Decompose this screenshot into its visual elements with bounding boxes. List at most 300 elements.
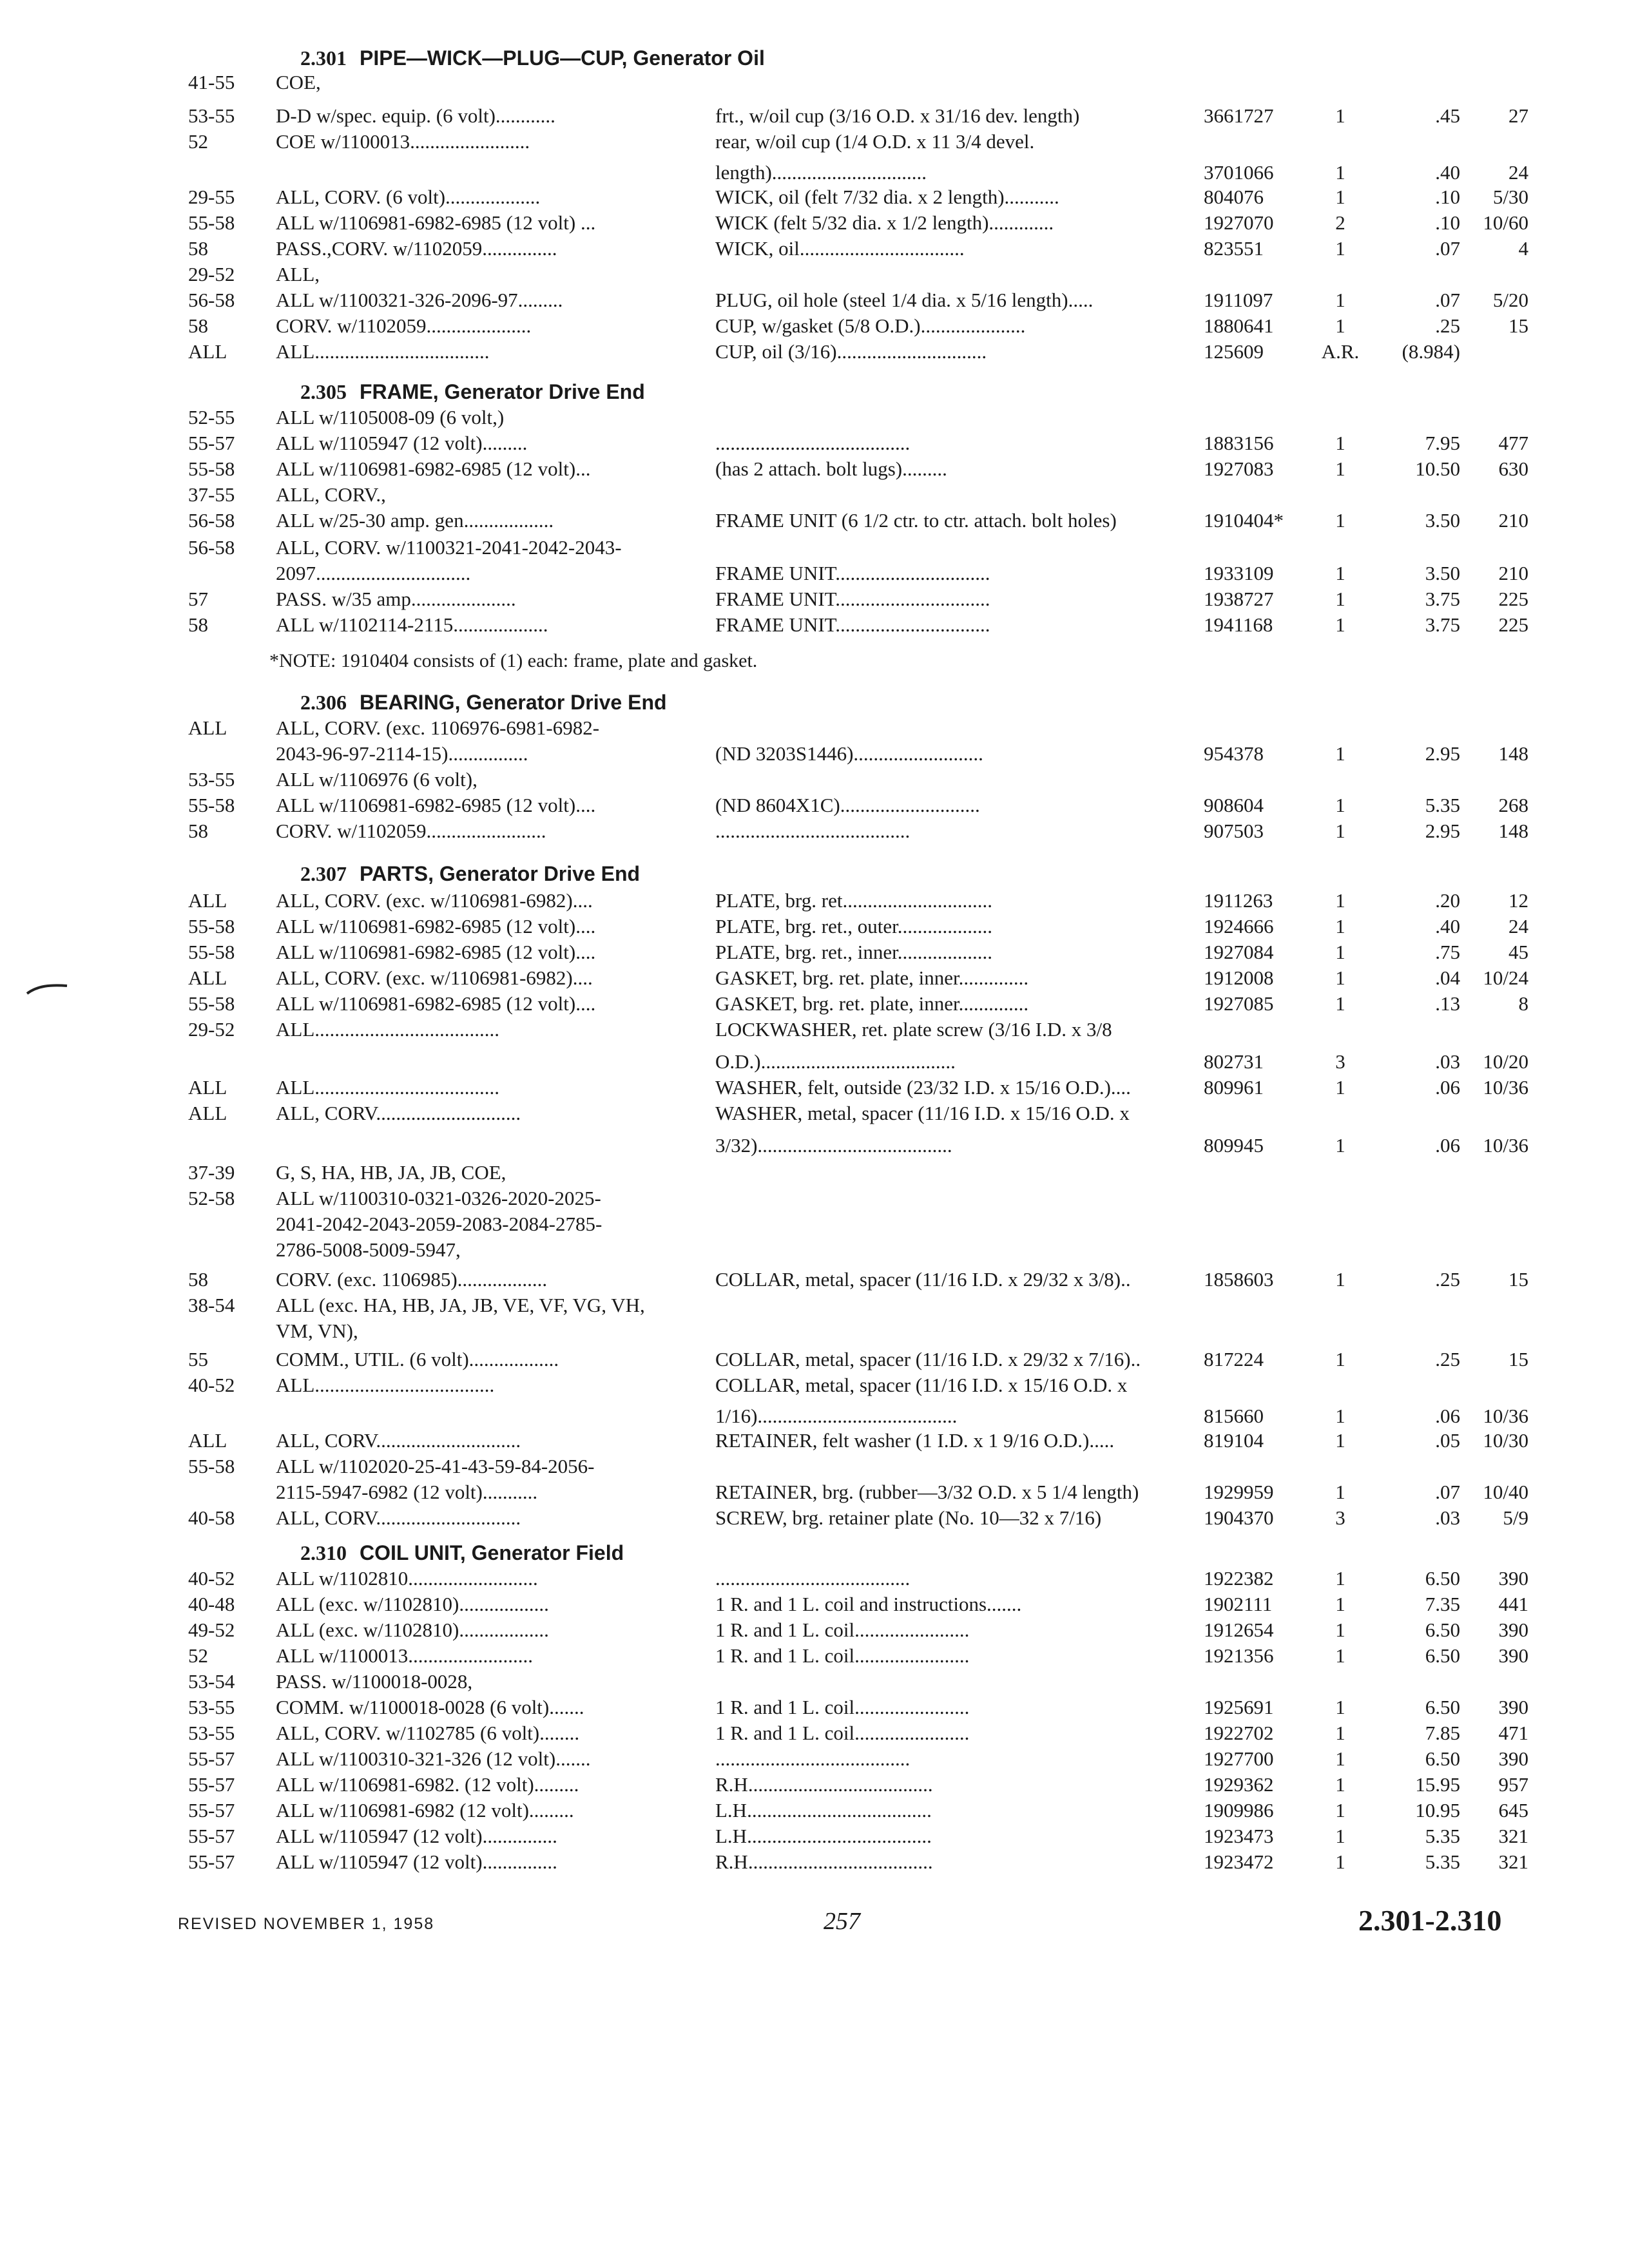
part-year: 53-55 bbox=[188, 104, 235, 127]
part-row bbox=[0, 1566, 1629, 1594]
part-price2: 471 bbox=[1498, 1722, 1528, 1744]
part-year: 49-52 bbox=[188, 1619, 235, 1641]
part-year: ALL bbox=[188, 1429, 227, 1452]
part-models: CORV. w/1102059........................ bbox=[276, 820, 546, 842]
part-price2: 390 bbox=[1498, 1644, 1528, 1667]
part-row bbox=[0, 1617, 1629, 1646]
part-price: .07 bbox=[1435, 237, 1460, 260]
part-price: .10 bbox=[1435, 211, 1460, 234]
part-year: ALL bbox=[188, 889, 227, 912]
part-description: SCREW, brg. retainer plate (No. 10—32 x 7/16) bbox=[715, 1506, 1102, 1529]
part-qty: 1 bbox=[1335, 941, 1345, 963]
part-price2: 390 bbox=[1498, 1619, 1528, 1641]
part-price2: 321 bbox=[1498, 1850, 1528, 1873]
part-price: .07 bbox=[1435, 1481, 1460, 1503]
part-row bbox=[0, 1372, 1629, 1401]
part-qty: 1 bbox=[1335, 1429, 1345, 1452]
part-description: CUP, w/gasket (5/8 O.D.)..................... bbox=[715, 314, 1026, 337]
section-heading bbox=[300, 861, 640, 889]
part-qty: 1 bbox=[1335, 562, 1345, 584]
part-models: PASS.,CORV. w/1102059............... bbox=[276, 237, 557, 260]
part-row bbox=[0, 914, 1629, 942]
part-models: ALL w/1102020-25-41-43-59-84-2056- bbox=[276, 1455, 595, 1477]
part-row bbox=[0, 1505, 1629, 1533]
part-row bbox=[0, 1267, 1629, 1295]
part-year: ALL bbox=[188, 966, 227, 989]
part-year: 55-57 bbox=[188, 1825, 235, 1847]
part-description: FRAME UNIT (6 1/2 ctr. to ctr. attach. bolt holes) bbox=[715, 509, 1117, 532]
part-part: 908604 bbox=[1204, 794, 1264, 816]
part-row bbox=[0, 1017, 1629, 1045]
part-models: ALL w/1100013......................... bbox=[276, 1644, 533, 1667]
part-row bbox=[0, 339, 1629, 367]
part-row bbox=[0, 888, 1629, 916]
part-qty: 1 bbox=[1335, 1481, 1345, 1503]
part-models: ALL, CORV............................. bbox=[276, 1506, 521, 1529]
part-row bbox=[0, 741, 1629, 769]
part-year: 52 bbox=[188, 130, 208, 153]
part-models: COMM., UTIL. (6 volt).................. bbox=[276, 1348, 559, 1370]
part-qty: 1 bbox=[1335, 1773, 1345, 1796]
part-row bbox=[0, 1100, 1629, 1129]
part-part: 1938727 bbox=[1204, 588, 1274, 610]
part-part: 1927084 bbox=[1204, 941, 1274, 963]
part-qty: 1 bbox=[1335, 820, 1345, 842]
part-part: 1923473 bbox=[1204, 1825, 1274, 1847]
part-price: .20 bbox=[1435, 889, 1460, 912]
part-year: 55-58 bbox=[188, 941, 235, 963]
part-models: ALL w/1100310-0321-0326-2020-2025- bbox=[276, 1187, 601, 1209]
part-description: L.H..................................... bbox=[715, 1799, 932, 1821]
part-price: 7.35 bbox=[1425, 1593, 1460, 1615]
part-models: D-D w/spec. equip. (6 volt)............ bbox=[276, 104, 555, 127]
part-row bbox=[0, 1428, 1629, 1456]
part-description: O.D.)....................................... bbox=[715, 1050, 956, 1073]
part-models: ALL w/1105947 (12 volt)............... bbox=[276, 1825, 557, 1847]
part-row bbox=[0, 1133, 1629, 1161]
part-year: 55-57 bbox=[188, 1773, 235, 1796]
part-row bbox=[0, 1049, 1629, 1077]
part-price2: 957 bbox=[1498, 1773, 1528, 1796]
part-models: ALL, CORV. (exc. w/1106981-6982).... bbox=[276, 966, 593, 989]
part-row bbox=[0, 1479, 1629, 1508]
part-models: 2041-2042-2043-2059-2083-2084-2785- bbox=[276, 1213, 602, 1235]
part-description: ....................................... bbox=[715, 1747, 911, 1770]
part-models: ALL w/1106981-6982. (12 volt)......... bbox=[276, 1773, 579, 1796]
part-part: 823551 bbox=[1204, 237, 1264, 260]
part-qty: 1 bbox=[1335, 1593, 1345, 1615]
part-row bbox=[0, 70, 1629, 98]
part-models: ALL w/1102810.......................... bbox=[276, 1567, 538, 1590]
part-qty: 1 bbox=[1335, 1134, 1345, 1157]
part-price: 5.35 bbox=[1425, 794, 1460, 816]
part-row bbox=[0, 818, 1629, 847]
part-models: ALL w/1105947 (12 volt)............... bbox=[276, 1850, 557, 1873]
part-year: 56-58 bbox=[188, 536, 235, 559]
part-part: 1910404* bbox=[1204, 509, 1284, 532]
part-models: ALL, CORV............................. bbox=[276, 1429, 521, 1452]
part-row bbox=[0, 184, 1629, 213]
part-row bbox=[0, 287, 1629, 316]
part-year: 56-58 bbox=[188, 289, 235, 311]
part-price: 6.50 bbox=[1425, 1567, 1460, 1590]
part-description: WICK, oil................................. bbox=[715, 237, 965, 260]
part-description: COLLAR, metal, spacer (11/16 I.D. x 29/32 x 7/16).. bbox=[715, 1348, 1141, 1370]
part-year: ALL bbox=[188, 716, 227, 739]
part-price: .06 bbox=[1435, 1405, 1460, 1427]
part-price2: 15 bbox=[1509, 1348, 1528, 1370]
part-row bbox=[0, 236, 1629, 264]
part-part: 1912654 bbox=[1204, 1619, 1274, 1641]
part-year: 53-54 bbox=[188, 1670, 235, 1693]
part-models: ALL, CORV. (exc. w/1106981-6982).... bbox=[276, 889, 593, 912]
part-qty: 1 bbox=[1335, 1747, 1345, 1770]
part-models: ALL..................................... bbox=[276, 1018, 500, 1041]
part-price2: 148 bbox=[1498, 820, 1528, 842]
part-row bbox=[0, 1454, 1629, 1482]
part-row bbox=[0, 1746, 1629, 1774]
part-qty: 1 bbox=[1335, 237, 1345, 260]
part-part: 1922382 bbox=[1204, 1567, 1274, 1590]
part-price: .13 bbox=[1435, 992, 1460, 1015]
part-models: ALL, CORV. w/1100321-2041-2042-2043- bbox=[276, 536, 622, 559]
part-models: ALL w/1100321-326-2096-97......... bbox=[276, 289, 563, 311]
part-description: COLLAR, metal, spacer (11/16 I.D. x 29/32 x 3/8).. bbox=[715, 1268, 1131, 1291]
part-price2: 210 bbox=[1498, 509, 1528, 532]
part-price: 2.95 bbox=[1425, 820, 1460, 842]
part-description: rear, w/oil cup (1/4 O.D. x 11 3/4 devel. bbox=[715, 130, 1035, 153]
part-price2: 10/40 bbox=[1483, 1481, 1528, 1503]
part-row bbox=[0, 965, 1629, 994]
part-price2: 24 bbox=[1509, 915, 1528, 937]
part-description: frt., w/oil cup (3/16 O.D. x 31/16 dev. length) bbox=[715, 104, 1080, 127]
part-models: ALL w/1106981-6982-6985 (12 volt).... bbox=[276, 941, 596, 963]
part-year: 52 bbox=[188, 1644, 208, 1667]
part-price2: 24 bbox=[1509, 161, 1528, 184]
part-row bbox=[0, 793, 1629, 821]
part-description: 1/16)........................................ bbox=[715, 1405, 958, 1427]
part-row bbox=[0, 1160, 1629, 1188]
part-price: 5.35 bbox=[1425, 1825, 1460, 1847]
part-part: 1927085 bbox=[1204, 992, 1274, 1015]
part-part: 1927700 bbox=[1204, 1747, 1274, 1770]
part-year: 55-58 bbox=[188, 915, 235, 937]
part-description: R.H..................................... bbox=[715, 1773, 933, 1796]
part-price: 10.95 bbox=[1415, 1799, 1460, 1821]
revision-date: REVISED NOVEMBER 1, 1958 bbox=[178, 1915, 435, 1933]
part-part: 3661727 bbox=[1204, 104, 1274, 127]
part-description: COLLAR, metal, spacer (11/16 I.D. x 15/16 O.D. x bbox=[715, 1374, 1128, 1396]
part-qty: 1 bbox=[1335, 457, 1345, 480]
part-description: FRAME UNIT............................... bbox=[715, 562, 990, 584]
part-part: 1911263 bbox=[1204, 889, 1273, 912]
part-part: 907503 bbox=[1204, 820, 1264, 842]
part-qty: 1 bbox=[1335, 1850, 1345, 1873]
part-qty: 3 bbox=[1335, 1050, 1345, 1073]
part-models: ALL, CORV. (6 volt)................... bbox=[276, 186, 541, 208]
part-price2: 10/36 bbox=[1483, 1405, 1528, 1427]
part-price2: 10/24 bbox=[1483, 966, 1528, 989]
part-year: 53-55 bbox=[188, 1722, 235, 1744]
part-row bbox=[0, 1823, 1629, 1852]
part-qty: 1 bbox=[1335, 104, 1345, 127]
part-part: 1911097 bbox=[1204, 289, 1273, 311]
part-price2: 10/36 bbox=[1483, 1076, 1528, 1099]
section-title: FRAME, Generator Drive End bbox=[360, 380, 645, 403]
part-description: 3/32)....................................... bbox=[715, 1134, 952, 1157]
part-year: 37-39 bbox=[188, 1161, 235, 1184]
part-part: 1912008 bbox=[1204, 966, 1274, 989]
part-models: ALL.................................... bbox=[276, 1374, 495, 1396]
part-qty: 1 bbox=[1335, 1696, 1345, 1718]
part-price: 5.35 bbox=[1425, 1850, 1460, 1873]
part-year: 29-52 bbox=[188, 1018, 235, 1041]
part-price2: 477 bbox=[1498, 432, 1528, 454]
part-price: .25 bbox=[1435, 1348, 1460, 1370]
section-number: 2.306 bbox=[300, 691, 347, 714]
part-price: 15.95 bbox=[1415, 1773, 1460, 1796]
part-year: 40-48 bbox=[188, 1593, 235, 1615]
part-price2: 5/20 bbox=[1492, 289, 1528, 311]
section-number: 2.305 bbox=[300, 380, 347, 403]
part-price2: 4 bbox=[1518, 237, 1528, 260]
part-qty: 1 bbox=[1335, 1644, 1345, 1667]
part-row bbox=[0, 767, 1629, 795]
part-row bbox=[0, 405, 1629, 433]
part-year: 53-55 bbox=[188, 1696, 235, 1718]
part-models: ALL w/1106981-6982-6985 (12 volt).... bbox=[276, 794, 596, 816]
part-year: 52-58 bbox=[188, 1187, 235, 1209]
part-qty: 1 bbox=[1335, 966, 1345, 989]
part-price: .10 bbox=[1435, 186, 1460, 208]
part-description: WICK, oil (felt 7/32 dia. x 2 length)........... bbox=[715, 186, 1059, 208]
part-description: PLATE, brg. ret.............................. bbox=[715, 889, 992, 912]
part-price: 3.50 bbox=[1425, 509, 1460, 532]
part-part: 819104 bbox=[1204, 1429, 1264, 1452]
part-models: ALL..................................... bbox=[276, 1076, 500, 1099]
part-year: 58 bbox=[188, 820, 208, 842]
part-price2: 390 bbox=[1498, 1567, 1528, 1590]
part-description: 1 R. and 1 L. coil and instructions....... bbox=[715, 1593, 1022, 1615]
part-year: 57 bbox=[188, 588, 208, 610]
part-qty: 1 bbox=[1335, 1348, 1345, 1370]
part-year: 40-52 bbox=[188, 1374, 235, 1396]
part-qty: 1 bbox=[1335, 794, 1345, 816]
part-price2: 15 bbox=[1509, 314, 1528, 337]
part-year: ALL bbox=[188, 1076, 227, 1099]
part-description: GASKET, brg. ret. plate, inner.............. bbox=[715, 966, 1029, 989]
part-description: RETAINER, felt washer (1 I.D. x 1 9/16 O.D.)..... bbox=[715, 1429, 1115, 1452]
part-year: 55-57 bbox=[188, 1850, 235, 1873]
part-description: WICK (felt 5/32 dia. x 1/2 length)............. bbox=[715, 211, 1054, 234]
part-models: ALL (exc. w/1102810).................. bbox=[276, 1593, 549, 1615]
part-price: 7.85 bbox=[1425, 1722, 1460, 1744]
part-part: 1858603 bbox=[1204, 1268, 1274, 1291]
section-heading bbox=[300, 379, 645, 407]
part-models: COE, bbox=[276, 71, 321, 93]
part-year: 55-57 bbox=[188, 1747, 235, 1770]
part-row bbox=[0, 1720, 1629, 1749]
part-description: PLATE, brg. ret., inner................... bbox=[715, 941, 992, 963]
part-price2: 27 bbox=[1509, 104, 1528, 127]
part-models: COMM. w/1100018-0028 (6 volt)....... bbox=[276, 1696, 584, 1718]
part-qty: 1 bbox=[1335, 588, 1345, 610]
part-models: ALL, CORV. w/1102785 (6 volt)........ bbox=[276, 1722, 580, 1744]
part-description: PLATE, brg. ret., outer................... bbox=[715, 915, 992, 937]
part-price: 6.50 bbox=[1425, 1747, 1460, 1770]
part-part: 1880641 bbox=[1204, 314, 1274, 337]
part-year: 38-54 bbox=[188, 1294, 235, 1316]
part-year: 55-57 bbox=[188, 432, 235, 454]
part-models: 2097............................... bbox=[276, 562, 471, 584]
part-row bbox=[0, 1643, 1629, 1671]
part-price: .40 bbox=[1435, 915, 1460, 937]
part-row bbox=[0, 210, 1629, 238]
part-price2: 210 bbox=[1498, 562, 1528, 584]
part-description: WASHER, metal, spacer (11/16 I.D. x 15/16 O.D. x bbox=[715, 1102, 1130, 1124]
part-price: .45 bbox=[1435, 104, 1460, 127]
section-heading bbox=[300, 689, 667, 718]
part-price: 6.50 bbox=[1425, 1696, 1460, 1718]
section-number: 2.301 bbox=[300, 46, 347, 70]
part-price2: 441 bbox=[1498, 1593, 1528, 1615]
part-price: .25 bbox=[1435, 314, 1460, 337]
part-price: .25 bbox=[1435, 1268, 1460, 1291]
part-price2: 45 bbox=[1509, 941, 1528, 963]
part-year: 55 bbox=[188, 1348, 208, 1370]
part-description: 1 R. and 1 L. coil....................... bbox=[715, 1619, 970, 1641]
part-price2: 10/30 bbox=[1483, 1429, 1528, 1452]
part-row bbox=[0, 1849, 1629, 1878]
part-part: 1924666 bbox=[1204, 915, 1274, 937]
part-description: 1 R. and 1 L. coil....................... bbox=[715, 1696, 970, 1718]
part-price: .07 bbox=[1435, 289, 1460, 311]
part-qty: 2 bbox=[1335, 211, 1345, 234]
part-part: 954378 bbox=[1204, 742, 1264, 765]
part-price2: 10/60 bbox=[1483, 211, 1528, 234]
part-description: 1 R. and 1 L. coil....................... bbox=[715, 1644, 970, 1667]
part-year: ALL bbox=[188, 340, 227, 363]
part-part: 1929362 bbox=[1204, 1773, 1274, 1796]
part-part: 1929959 bbox=[1204, 1481, 1274, 1503]
part-qty: 1 bbox=[1335, 889, 1345, 912]
part-row bbox=[0, 1075, 1629, 1103]
part-price2: 5/9 bbox=[1503, 1506, 1528, 1529]
part-qty: 1 bbox=[1335, 915, 1345, 937]
part-description: PLUG, oil hole (steel 1/4 dia. x 5/16 length)..... bbox=[715, 289, 1094, 311]
part-year: 55-58 bbox=[188, 992, 235, 1015]
part-row bbox=[0, 1318, 1629, 1347]
part-part: 809961 bbox=[1204, 1076, 1264, 1099]
part-year: ALL bbox=[188, 1102, 227, 1124]
part-part: 1922702 bbox=[1204, 1722, 1274, 1744]
part-year: 40-52 bbox=[188, 1567, 235, 1590]
part-row bbox=[0, 1695, 1629, 1723]
part-price: 3.75 bbox=[1425, 613, 1460, 636]
part-row bbox=[0, 262, 1629, 290]
part-part: 809945 bbox=[1204, 1134, 1264, 1157]
part-price: 3.75 bbox=[1425, 588, 1460, 610]
part-description: RETAINER, brg. (rubber—3/32 O.D. x 5 1/4 length) bbox=[715, 1481, 1139, 1503]
part-price2: 268 bbox=[1498, 794, 1528, 816]
part-year: 55-58 bbox=[188, 211, 235, 234]
part-models: ALL w/1105947 (12 volt)......... bbox=[276, 432, 528, 454]
part-price2: 8 bbox=[1518, 992, 1528, 1015]
part-description: 1 R. and 1 L. coil....................... bbox=[715, 1722, 970, 1744]
part-qty: 1 bbox=[1335, 186, 1345, 208]
part-price: .05 bbox=[1435, 1429, 1460, 1452]
part-part: 1925691 bbox=[1204, 1696, 1274, 1718]
part-models: ALL w/1106981-6982-6985 (12 volt)... bbox=[276, 457, 591, 480]
part-price2: 321 bbox=[1498, 1825, 1528, 1847]
part-qty: 1 bbox=[1335, 613, 1345, 636]
part-description: R.H..................................... bbox=[715, 1850, 933, 1873]
part-price2: 645 bbox=[1498, 1799, 1528, 1821]
part-row bbox=[0, 1186, 1629, 1214]
part-qty: 1 bbox=[1335, 1619, 1345, 1641]
part-price: .03 bbox=[1435, 1050, 1460, 1073]
page-number: 257 bbox=[824, 1908, 860, 1935]
part-qty: 3 bbox=[1335, 1506, 1345, 1529]
part-price: 6.50 bbox=[1425, 1644, 1460, 1667]
part-qty: 1 bbox=[1335, 1825, 1345, 1847]
part-description: (ND 3203S1446).......................... bbox=[715, 742, 983, 765]
part-models: ALL w/1106981-6982-6985 (12 volt).... bbox=[276, 992, 596, 1015]
part-models: PASS. w/1100018-0028, bbox=[276, 1670, 473, 1693]
part-qty: 1 bbox=[1335, 1268, 1345, 1291]
part-models: ALL w/1106981-6982-6985 (12 volt).... bbox=[276, 915, 596, 937]
part-qty: 1 bbox=[1335, 1722, 1345, 1744]
part-models: ALL w/1106976 (6 volt), bbox=[276, 768, 477, 791]
part-description: ....................................... bbox=[715, 432, 911, 454]
part-qty: 1 bbox=[1335, 1799, 1345, 1821]
part-price2: 148 bbox=[1498, 742, 1528, 765]
part-description: GASKET, brg. ret. plate, inner.............. bbox=[715, 992, 1029, 1015]
section-number: 2.307 bbox=[300, 862, 347, 885]
part-price2: 390 bbox=[1498, 1747, 1528, 1770]
part-price: 6.50 bbox=[1425, 1619, 1460, 1641]
part-row bbox=[0, 103, 1629, 131]
part-models: ALL................................... bbox=[276, 340, 490, 363]
part-description: FRAME UNIT............................... bbox=[715, 588, 990, 610]
part-qty: 1 bbox=[1335, 161, 1345, 184]
part-qty: 1 bbox=[1335, 432, 1345, 454]
part-models: ALL (exc. HA, HB, JA, JB, VE, VF, VG, VH, bbox=[276, 1294, 645, 1316]
part-qty: 1 bbox=[1335, 1076, 1345, 1099]
part-year: 29-52 bbox=[188, 263, 235, 285]
part-row bbox=[0, 939, 1629, 968]
part-models: ALL w/1100310-321-326 (12 volt)....... bbox=[276, 1747, 591, 1770]
part-models: ALL, bbox=[276, 263, 320, 285]
pencil-mark bbox=[24, 979, 70, 999]
part-price: .75 bbox=[1435, 941, 1460, 963]
part-models: ALL w/25-30 amp. gen.................. bbox=[276, 509, 554, 532]
part-year: 55-58 bbox=[188, 794, 235, 816]
part-models: COE w/1100013........................ bbox=[276, 130, 530, 153]
part-models: 2786-5008-5009-5947, bbox=[276, 1238, 461, 1261]
part-price: 7.95 bbox=[1425, 432, 1460, 454]
part-row bbox=[0, 456, 1629, 485]
part-models: ALL w/1106981-6982 (12 volt)......... bbox=[276, 1799, 574, 1821]
part-part: 1883156 bbox=[1204, 432, 1274, 454]
part-row bbox=[0, 1772, 1629, 1800]
part-description: (has 2 attach. bolt lugs)......... bbox=[715, 457, 947, 480]
part-description: FRAME UNIT............................... bbox=[715, 613, 990, 636]
section-heading bbox=[300, 1540, 624, 1568]
part-price2: 12 bbox=[1509, 889, 1528, 912]
part-part: 817224 bbox=[1204, 1348, 1264, 1370]
part-models: VM, VN), bbox=[276, 1320, 358, 1342]
